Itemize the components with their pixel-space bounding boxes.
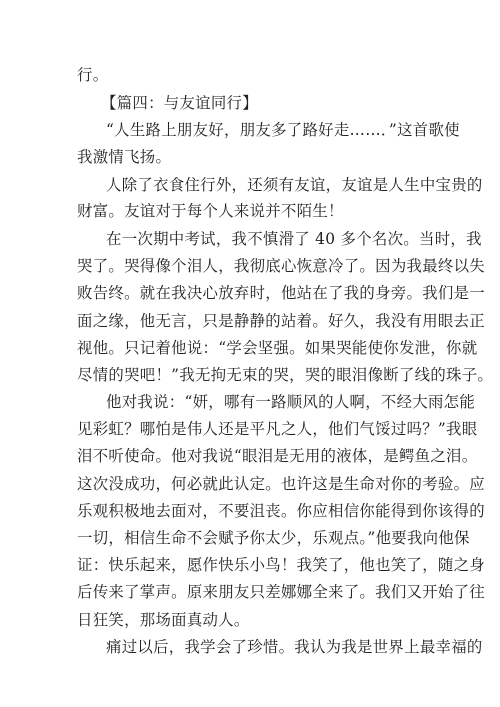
text-line-15: 泪不听使命。他对我说“眼泪是无用的液体，是鳄鱼之泪。 xyxy=(77,447,478,465)
text-line-18: 一切，相信生命不会赋予你太少，乐观点。”他要我向他保 xyxy=(77,529,470,547)
text-line-6: 财富。友谊对于每个人来说并不陌生！ xyxy=(77,202,344,220)
text-line-4: 我激情飞扬。 xyxy=(77,148,172,166)
text-line-16: 这次没成功，何必就此认定。也许这是生命对你的考验。应 xyxy=(77,475,485,493)
text-line-5: 人除了衣食住行外，还须有友谊，友谊是人生中宝贵的 xyxy=(106,176,483,194)
section-heading: 【篇四：与友谊同行】 xyxy=(101,94,258,112)
text-line-12: 尽情的哭吧！”我无拘无束的哭，哭的眼泪像断了线的珠子。 xyxy=(77,366,494,384)
text-line-13: 他对我说：“妍，哪有一路顺风的人啊，不经大雨怎能 xyxy=(106,393,476,411)
text-line-17: 乐观积极地去面对，不要沮丧。你应相信你能得到你该得的 xyxy=(77,502,485,520)
text-line-9: 败告终。就在我决心放弃时，他站在了我的身旁。我们是一 xyxy=(77,284,485,302)
text-line-7: 在一次期中考试，我不慎滑了 40 多个名次。当时，我 xyxy=(106,230,482,248)
text-line-1: 行。 xyxy=(77,66,109,84)
text-line-14: 见彩虹？哪怕是伟人还是平凡之人，他们气馁过吗？”我眼 xyxy=(77,420,478,438)
text-line-3: “人生路上朋友好，朋友多了路好走……．”这首歌使 xyxy=(106,121,460,139)
text-line-8: 哭了。哭得像个泪人，我彻底心恢意冷了。因为我最终以失 xyxy=(77,257,485,275)
text-line-11: 视他。只记着他说：“学会坚强。如果哭能使你发泄，你就 xyxy=(77,339,478,357)
text-line-22: 痛过以后，我学会了珍惜。我认为我是世界上最幸福的 xyxy=(106,638,483,656)
text-line-19: 证：快乐起来，愿作快乐小鸟！我笑了，他也笑了，随之身 xyxy=(77,556,485,574)
text-line-20: 后传来了掌声。原来朋友只差娜娜全来了。我们又开始了往 xyxy=(77,583,485,601)
text-line-10: 面之缘，他无言，只是静静的站着。好久，我没有用眼去正 xyxy=(77,312,485,330)
text-line-21: 日狂笑，那场面真动人。 xyxy=(77,611,250,629)
